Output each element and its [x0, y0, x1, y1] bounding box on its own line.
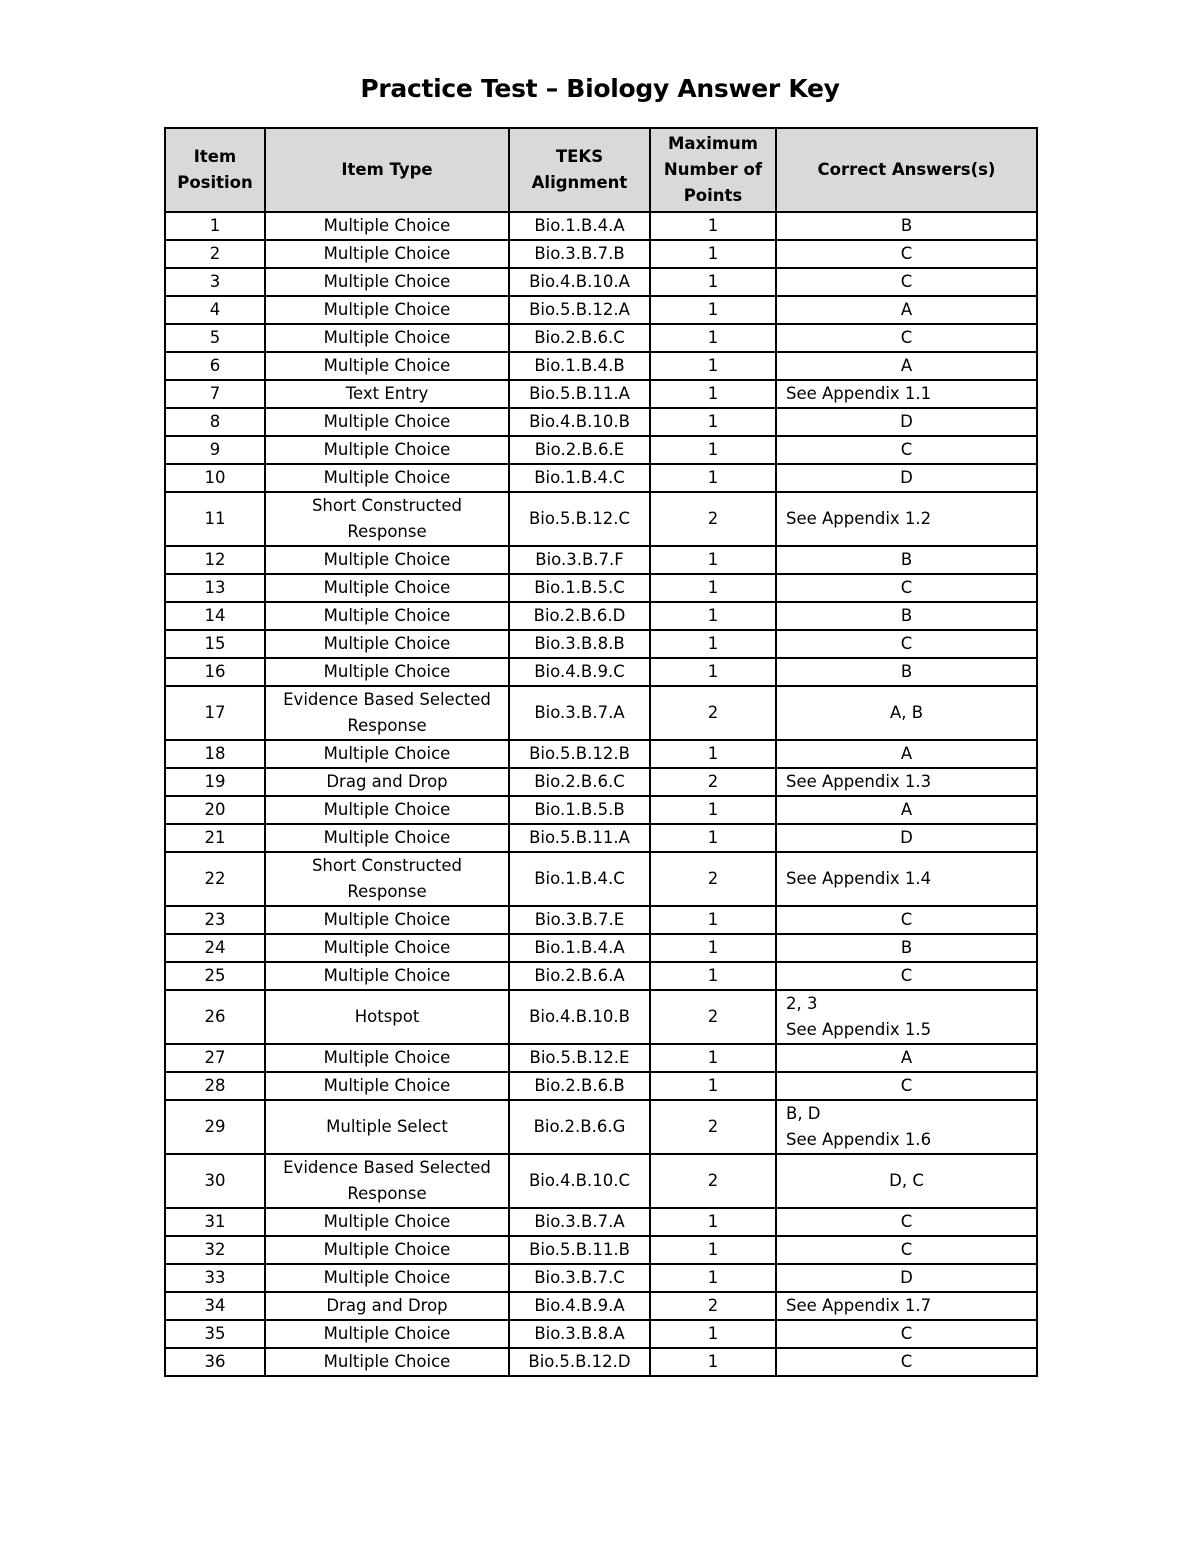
cell-correct-answer: D [776, 408, 1037, 436]
cell-item-position: 5 [165, 324, 265, 352]
appendix-reference: See Appendix 1.5 [786, 1020, 932, 1039]
cell-teks-alignment: Bio.3.B.7.A [509, 1208, 650, 1236]
cell-teks-alignment: Bio.1.B.4.C [509, 464, 650, 492]
cell-item-type: Text Entry [265, 380, 509, 408]
cell-item-type: Multiple Choice [265, 630, 509, 658]
cell-teks-alignment: Bio.4.B.10.C [509, 1154, 650, 1208]
cell-correct-answer: A [776, 352, 1037, 380]
cell-teks-alignment: Bio.3.B.8.B [509, 630, 650, 658]
table-row [165, 768, 1037, 796]
cell-max-points: 1 [650, 906, 776, 934]
table-row [165, 212, 1037, 240]
table-row [165, 492, 1037, 546]
cell-correct-answer: C [776, 962, 1037, 990]
cell-teks-alignment: Bio.3.B.8.A [509, 1320, 650, 1348]
cell-item-position: 17 [165, 686, 265, 740]
cell-item-type: Multiple Choice [265, 352, 509, 380]
table-row [165, 352, 1037, 380]
cell-max-points: 1 [650, 1236, 776, 1264]
cell-item-type: Multiple Choice [265, 824, 509, 852]
header-text: TEKS [555, 147, 604, 166]
table-row [165, 824, 1037, 852]
table-row [165, 740, 1037, 768]
cell-max-points: 1 [650, 464, 776, 492]
cell-teks-alignment: Bio.2.B.6.G [509, 1100, 650, 1154]
cell-item-type: Multiple Select [265, 1100, 509, 1154]
table-row [165, 296, 1037, 324]
table-row [165, 324, 1037, 352]
answer-line: B, D [786, 1104, 821, 1123]
cell-max-points: 1 [650, 352, 776, 380]
cell-item-position: 9 [165, 436, 265, 464]
cell-item-type: Multiple Choice [265, 906, 509, 934]
cell-max-points: 2 [650, 1292, 776, 1320]
cell-item-position: 12 [165, 546, 265, 574]
cell-item-position: 35 [165, 1320, 265, 1348]
header-correct-answers: Correct Answers(s) [776, 128, 1037, 212]
answer-line: 2, 3 [786, 994, 818, 1013]
cell-max-points: 2 [650, 852, 776, 906]
cell-item-position: 6 [165, 352, 265, 380]
table-row [165, 1320, 1037, 1348]
cell-correct-answer: See Appendix 1.3 [776, 768, 1037, 796]
cell-item-type: Multiple Choice [265, 934, 509, 962]
cell-teks-alignment: Bio.3.B.7.A [509, 686, 650, 740]
cell-item-type: Multiple Choice [265, 962, 509, 990]
cell-correct-answer: C [776, 1072, 1037, 1100]
cell-correct-answer: C [776, 1208, 1037, 1236]
cell-max-points: 1 [650, 324, 776, 352]
cell-item-position: 22 [165, 852, 265, 906]
cell-max-points: 1 [650, 962, 776, 990]
cell-item-type: Multiple Choice [265, 464, 509, 492]
cell-max-points: 1 [650, 658, 776, 686]
cell-item-position: 20 [165, 796, 265, 824]
table-row [165, 240, 1037, 268]
table-row [165, 630, 1037, 658]
cell-item-type: Multiple Choice [265, 240, 509, 268]
cell-item-position: 19 [165, 768, 265, 796]
cell-teks-alignment: Bio.2.B.6.B [509, 1072, 650, 1100]
cell-correct-answer: B [776, 658, 1037, 686]
cell-correct-answer: A, B [776, 686, 1037, 740]
cell-correct-answer: B [776, 546, 1037, 574]
table-row [165, 1264, 1037, 1292]
cell-teks-alignment: Bio.3.B.7.E [509, 906, 650, 934]
table-row [165, 602, 1037, 630]
cell-teks-alignment: Bio.1.B.4.A [509, 212, 650, 240]
cell-teks-alignment: Bio.2.B.6.C [509, 768, 650, 796]
cell-item-position: 28 [165, 1072, 265, 1100]
cell-max-points: 2 [650, 768, 776, 796]
table-row [165, 1236, 1037, 1264]
cell-teks-alignment: Bio.3.B.7.F [509, 546, 650, 574]
cell-max-points: 1 [650, 740, 776, 768]
cell-max-points: 2 [650, 990, 776, 1044]
cell-correct-answer: B [776, 602, 1037, 630]
table-row [165, 934, 1037, 962]
cell-teks-alignment: Bio.3.B.7.B [509, 240, 650, 268]
cell-item-type: Multiple Choice [265, 1320, 509, 1348]
cell-teks-alignment: Bio.1.B.5.B [509, 796, 650, 824]
cell-max-points: 1 [650, 436, 776, 464]
table-row [165, 852, 1037, 906]
cell-correct-answer: D [776, 1264, 1037, 1292]
cell-teks-alignment: Bio.2.B.6.A [509, 962, 650, 990]
cell-max-points: 1 [650, 824, 776, 852]
cell-max-points: 1 [650, 268, 776, 296]
cell-item-position: 15 [165, 630, 265, 658]
cell-item-position: 18 [165, 740, 265, 768]
table-row [165, 436, 1037, 464]
cell-max-points: 1 [650, 296, 776, 324]
cell-correct-answer: C [776, 436, 1037, 464]
cell-item-type: Multiple Choice [265, 1236, 509, 1264]
cell-item-type: Multiple Choice [265, 1208, 509, 1236]
table-row [165, 268, 1037, 296]
cell-item-position: 2 [165, 240, 265, 268]
cell-max-points: 1 [650, 574, 776, 602]
cell-correct-answer: D [776, 824, 1037, 852]
cell-item-position: 3 [165, 268, 265, 296]
table-row [165, 408, 1037, 436]
cell-max-points: 1 [650, 1264, 776, 1292]
cell-correct-answer: D [776, 464, 1037, 492]
header-text: Number of [663, 160, 763, 179]
table-row [165, 1208, 1037, 1236]
table-row [165, 1154, 1037, 1208]
cell-item-type: Evidence Based Selected Response [265, 686, 509, 740]
cell-teks-alignment: Bio.4.B.10.B [509, 408, 650, 436]
cell-teks-alignment: Bio.5.B.12.A [509, 296, 650, 324]
cell-teks-alignment: Bio.5.B.11.B [509, 1236, 650, 1264]
cell-item-type: Multiple Choice [265, 268, 509, 296]
cell-max-points: 1 [650, 1072, 776, 1100]
header-max-points [650, 128, 776, 212]
cell-correct-answer: C [776, 574, 1037, 602]
cell-item-position: 30 [165, 1154, 265, 1208]
cell-max-points: 2 [650, 1154, 776, 1208]
cell-item-type: Multiple Choice [265, 1264, 509, 1292]
cell-max-points: 1 [650, 546, 776, 574]
cell-max-points: 1 [650, 1348, 776, 1376]
header-text: Points [683, 186, 743, 205]
cell-item-position: 1 [165, 212, 265, 240]
cell-correct-answer: C [776, 324, 1037, 352]
cell-max-points: 1 [650, 1320, 776, 1348]
cell-item-position: 24 [165, 934, 265, 962]
header-teks-alignment [509, 128, 650, 212]
cell-max-points: 2 [650, 686, 776, 740]
cell-correct-answer: C [776, 906, 1037, 934]
cell-item-type: Multiple Choice [265, 574, 509, 602]
table-row [165, 546, 1037, 574]
table-row [165, 1072, 1037, 1100]
cell-item-position: 11 [165, 492, 265, 546]
cell-item-type: Multiple Choice [265, 212, 509, 240]
cell-item-position: 27 [165, 1044, 265, 1072]
cell-teks-alignment: Bio.2.B.6.C [509, 324, 650, 352]
cell-item-type: Drag and Drop [265, 1292, 509, 1320]
cell-item-type: Multiple Choice [265, 602, 509, 630]
cell-teks-alignment: Bio.5.B.12.E [509, 1044, 650, 1072]
cell-correct-answer: B [776, 212, 1037, 240]
cell-item-type: Evidence Based Selected Response [265, 1154, 509, 1208]
header-item-position [165, 128, 265, 212]
cell-item-position: 16 [165, 658, 265, 686]
table-row [165, 1292, 1037, 1320]
cell-max-points: 1 [650, 1208, 776, 1236]
cell-max-points: 1 [650, 408, 776, 436]
header-item-type: Item Type [265, 128, 509, 212]
cell-max-points: 1 [650, 212, 776, 240]
cell-correct-answer: C [776, 240, 1037, 268]
cell-correct-answer: A [776, 796, 1037, 824]
table-row [165, 658, 1037, 686]
table-header-row [165, 128, 1037, 212]
cell-item-position: 29 [165, 1100, 265, 1154]
cell-max-points: 1 [650, 380, 776, 408]
cell-teks-alignment: Bio.5.B.11.A [509, 824, 650, 852]
cell-item-type: Short Constructed Response [265, 492, 509, 546]
cell-correct-answer: A [776, 740, 1037, 768]
cell-teks-alignment: Bio.5.B.11.A [509, 380, 650, 408]
table-row [165, 574, 1037, 602]
cell-item-position: 21 [165, 824, 265, 852]
cell-max-points: 1 [650, 602, 776, 630]
table-row [165, 906, 1037, 934]
cell-correct-answer: C [776, 268, 1037, 296]
cell-correct-answer: See Appendix 1.4 [776, 852, 1037, 906]
header-text: Alignment [531, 173, 628, 192]
cell-item-type: Multiple Choice [265, 1072, 509, 1100]
cell-teks-alignment: Bio.3.B.7.C [509, 1264, 650, 1292]
cell-correct-answer [776, 1100, 1037, 1154]
cell-teks-alignment: Bio.4.B.9.A [509, 1292, 650, 1320]
cell-item-position: 23 [165, 906, 265, 934]
cell-teks-alignment: Bio.4.B.9.C [509, 658, 650, 686]
cell-item-type: Short Constructed Response [265, 852, 509, 906]
cell-teks-alignment: Bio.4.B.10.B [509, 990, 650, 1044]
cell-item-position: 10 [165, 464, 265, 492]
table-row [165, 990, 1037, 1044]
cell-correct-answer: C [776, 1236, 1037, 1264]
cell-item-type: Multiple Choice [265, 546, 509, 574]
table-row [165, 1044, 1037, 1072]
cell-item-type: Multiple Choice [265, 408, 509, 436]
cell-item-position: 14 [165, 602, 265, 630]
cell-item-position: 31 [165, 1208, 265, 1236]
cell-item-type: Drag and Drop [265, 768, 509, 796]
cell-item-position: 34 [165, 1292, 265, 1320]
cell-correct-answer: A [776, 1044, 1037, 1072]
cell-max-points: 1 [650, 240, 776, 268]
cell-item-type: Multiple Choice [265, 324, 509, 352]
cell-item-position: 33 [165, 1264, 265, 1292]
cell-correct-answer: See Appendix 1.1 [776, 380, 1037, 408]
table-row [165, 464, 1037, 492]
cell-correct-answer: B [776, 934, 1037, 962]
cell-item-position: 26 [165, 990, 265, 1044]
cell-teks-alignment: Bio.5.B.12.C [509, 492, 650, 546]
cell-item-position: 4 [165, 296, 265, 324]
header-text: Item [193, 147, 237, 166]
table-row [165, 380, 1037, 408]
cell-correct-answer: D, C [776, 1154, 1037, 1208]
cell-max-points: 1 [650, 630, 776, 658]
cell-correct-answer: C [776, 1320, 1037, 1348]
cell-max-points: 1 [650, 796, 776, 824]
cell-teks-alignment: Bio.1.B.4.A [509, 934, 650, 962]
cell-item-position: 32 [165, 1236, 265, 1264]
table-row [165, 962, 1037, 990]
cell-correct-answer: A [776, 296, 1037, 324]
cell-correct-answer [776, 990, 1037, 1044]
header-text: Position [177, 173, 253, 192]
cell-item-position: 8 [165, 408, 265, 436]
cell-item-type: Multiple Choice [265, 740, 509, 768]
cell-teks-alignment: Bio.1.B.4.B [509, 352, 650, 380]
cell-item-type: Multiple Choice [265, 436, 509, 464]
page-title: Practice Test – Biology Answer Key [360, 74, 840, 103]
cell-correct-answer: C [776, 630, 1037, 658]
cell-item-position: 36 [165, 1348, 265, 1376]
cell-item-type: Multiple Choice [265, 796, 509, 824]
cell-item-type: Multiple Choice [265, 1348, 509, 1376]
appendix-reference: See Appendix 1.6 [786, 1130, 932, 1149]
cell-correct-answer: C [776, 1348, 1037, 1376]
cell-item-position: 25 [165, 962, 265, 990]
cell-item-position: 7 [165, 380, 265, 408]
cell-teks-alignment: Bio.5.B.12.B [509, 740, 650, 768]
cell-item-type: Multiple Choice [265, 296, 509, 324]
cell-item-type: Multiple Choice [265, 658, 509, 686]
cell-max-points: 1 [650, 934, 776, 962]
cell-teks-alignment: Bio.4.B.10.A [509, 268, 650, 296]
answer-key-table [164, 127, 1038, 1377]
cell-correct-answer: See Appendix 1.2 [776, 492, 1037, 546]
cell-item-type: Hotspot [265, 990, 509, 1044]
cell-teks-alignment: Bio.5.B.12.D [509, 1348, 650, 1376]
cell-teks-alignment: Bio.2.B.6.E [509, 436, 650, 464]
header-text: Maximum [668, 134, 758, 153]
cell-correct-answer: See Appendix 1.7 [776, 1292, 1037, 1320]
cell-teks-alignment: Bio.1.B.5.C [509, 574, 650, 602]
cell-max-points: 2 [650, 1100, 776, 1154]
cell-item-position: 13 [165, 574, 265, 602]
cell-item-type: Multiple Choice [265, 1044, 509, 1072]
cell-teks-alignment: Bio.2.B.6.D [509, 602, 650, 630]
cell-max-points: 2 [650, 492, 776, 546]
cell-teks-alignment: Bio.1.B.4.C [509, 852, 650, 906]
table-row [165, 1100, 1037, 1154]
table-row [165, 686, 1037, 740]
table-row [165, 1348, 1037, 1376]
table-row [165, 796, 1037, 824]
cell-max-points: 1 [650, 1044, 776, 1072]
